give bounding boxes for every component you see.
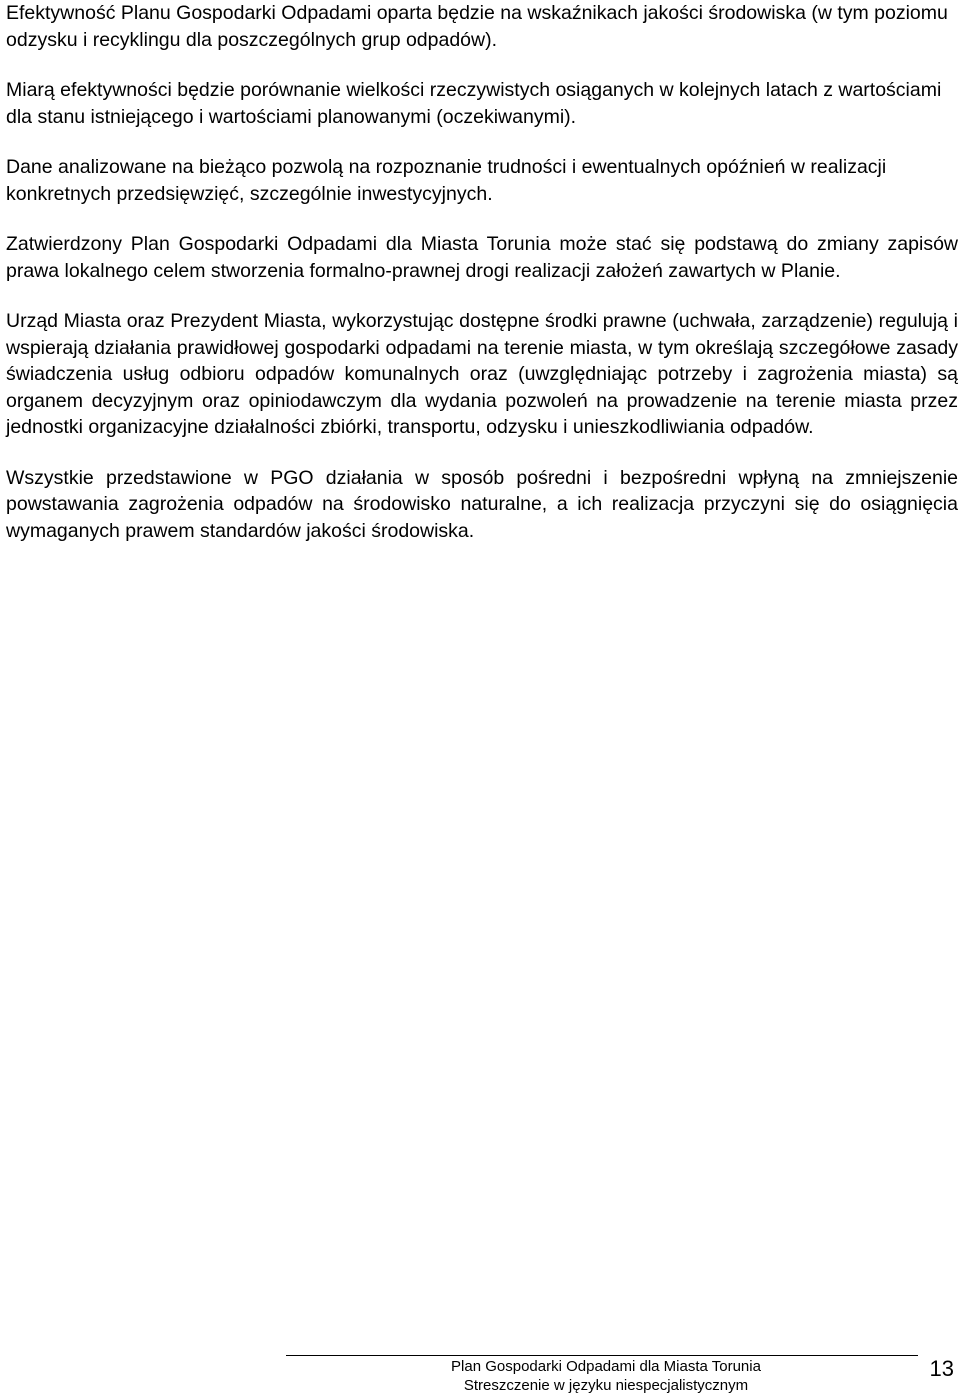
- page-number: 13: [929, 1356, 954, 1381]
- paragraph-analysis: Dane analizowane na bieżąco pozwolą na rozpoznanie trudności i ewentualnych opóźnień w realizacji konkretnych przedsięwzięć, szczególnie inwestycyjnych.: [6, 156, 887, 205]
- paragraph-measure: Miarą efektywności będzie porównanie wielkości rzeczywistych osiąganych w kolejnych latach z wartościami dla stanu istniejącego i wartościami planowanymi (oczekiwanymi).: [6, 79, 942, 128]
- footer-title: Plan Gospodarki Odpadami dla Miasta Torunia: [451, 1358, 761, 1375]
- paragraph-summary-actions: Wszystkie przedstawione w PGO działania w sposób pośredni i bezpośredni wpłyną na zmniejszenie powstawania zagrożenia odpadów na środowisko naturalne, a ich realizacja przyczyni się do osiągnięcia wymaganych prawem standardów jakości środowiska.: [6, 466, 958, 542]
- document-body: [6, 0, 958, 568]
- page-footer: [286, 1358, 926, 1395]
- paragraph-city-office: Urząd Miasta oraz Prezydent Miasta, wykorzystując dostępne środki prawne (uchwała, zarządzenie) regulują i wspierają działania prawidłowej gospodarki odpadami na terenie miasta, w tym określają szczegółowe zasady świadczenia usług odbioru odpadów komunalnych oraz (uwzględniając potrzeby i zagrożenia miasta) są organem decyzyjnym oraz opiniodawczym dla wydania pozwoleń na prowadzenie na terenie miasta przez jednostki organizacyjne działalności zbiórki, transportu, odzysku i unieszkodliwiania odpadów.: [6, 310, 958, 438]
- paragraph-efficiency: Efektywność Planu Gospodarki Odpadami oparta będzie na wskaźnikach jakości środowiska (w tym poziomu odzysku i recyklingu dla poszczególnych grup odpadów).: [6, 2, 948, 51]
- footer-subtitle: Streszczenie w języku niespecjalistycznym: [463, 1376, 749, 1394]
- paragraph-approved-plan: Zatwierdzony Plan Gospodarki Odpadami dla Miasta Torunia może stać się podstawą do zmiany zapisów prawa lokalnego celem stworzenia formalno-prawnej drogi realizacji założeń zawartych w Planie.: [6, 233, 958, 282]
- footer-divider: [286, 1355, 918, 1356]
